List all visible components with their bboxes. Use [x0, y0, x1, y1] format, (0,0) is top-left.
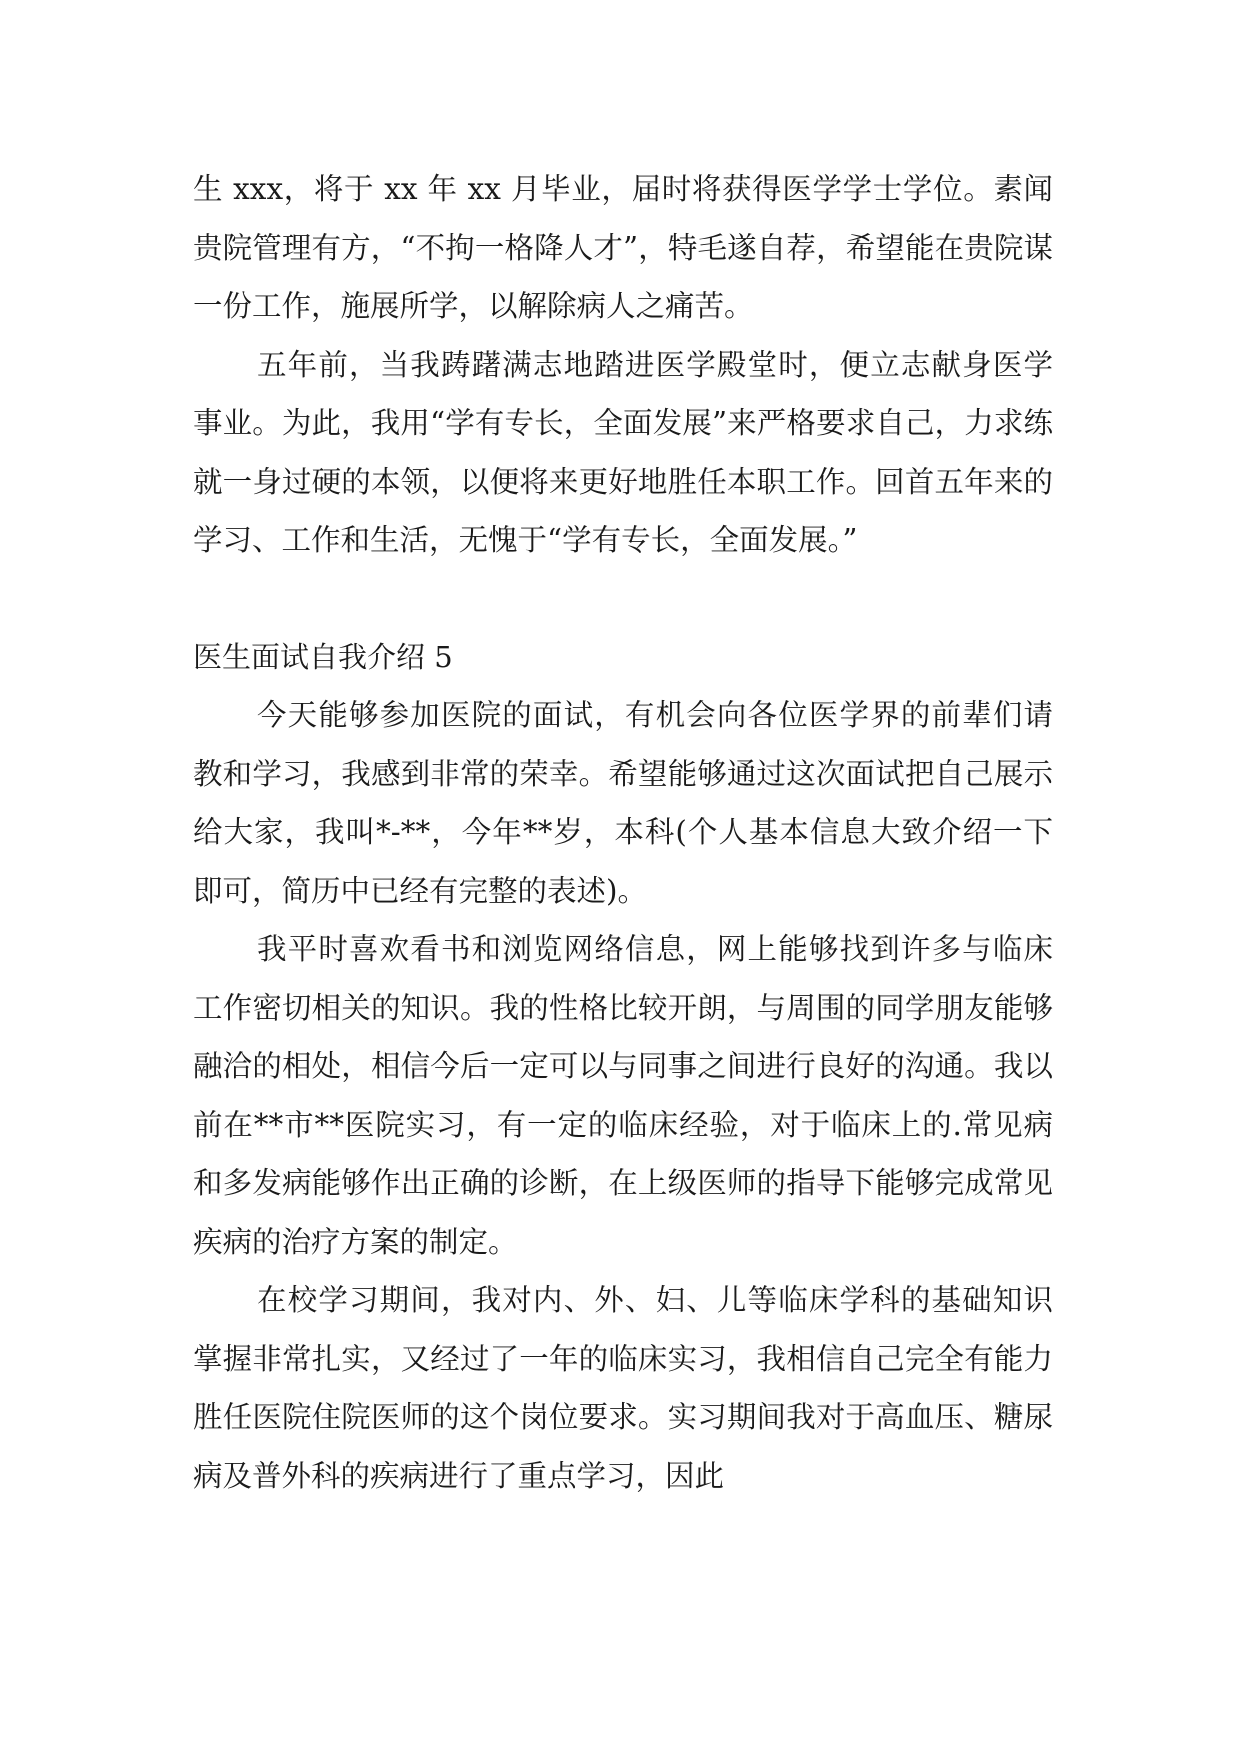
paragraph: 五年前，当我踌躇满志地踏进医学殿堂时，便立志献身医学事业。为此，我用“学有专长，全面发展”来严格要求自己，力求练就一身过硬的本领，以便将来更好地胜任本职工作。回首五年来的学习、工作和生活，无愧于“学有专长，全面发展。” [193, 347, 1053, 557]
section-heading: 医生面试自我介绍 5 [193, 639, 453, 674]
paragraph: 今天能够参加医院的面试，有机会向各位医学界的前辈们请教和学习，我感到非常的荣幸。希望能够通过这次面试把自己展示给大家，我叫*-**，今年**岁，本科(个人基本信息大致介绍一下即可，简历中已经有完整的表述)。 [193, 698, 1053, 908]
paragraph: 在校学习期间，我对内、外、妇、儿等临床学科的基础知识掌握非常扎实，又经过了一年的临床实习，我相信自己完全有能力胜任医院住院医师的这个岗位要求。实习期间我对于高血压、糖尿病及普外科的疾病进行了重点学习，因此 [193, 1283, 1053, 1493]
paragraph: 我平时喜欢看书和浏览网络信息，网上能够找到许多与临床工作密切相关的知识。我的性格比较开朗，与周围的同学朋友能够融洽的相处，相信今后一定可以与同事之间进行良好的沟通。我以前在**市**医院实习，有一定的临床经验，对于临床上的.常见病和多发病能够作出正确的诊断，在上级医师的指导下能够完成常见疾病的治疗方案的制定。 [193, 932, 1053, 1259]
document-body [193, 160, 1053, 1505]
paragraph-continuation: 生 xxx，将于 xx 年 xx 月毕业，届时将获得医学学士学位。素闻贵院管理有方，“不拘一格降人才”，特毛遂自荐，希望能在贵院谋一份工作，施展所学，以解除病人之痛苦。 [193, 172, 1053, 323]
